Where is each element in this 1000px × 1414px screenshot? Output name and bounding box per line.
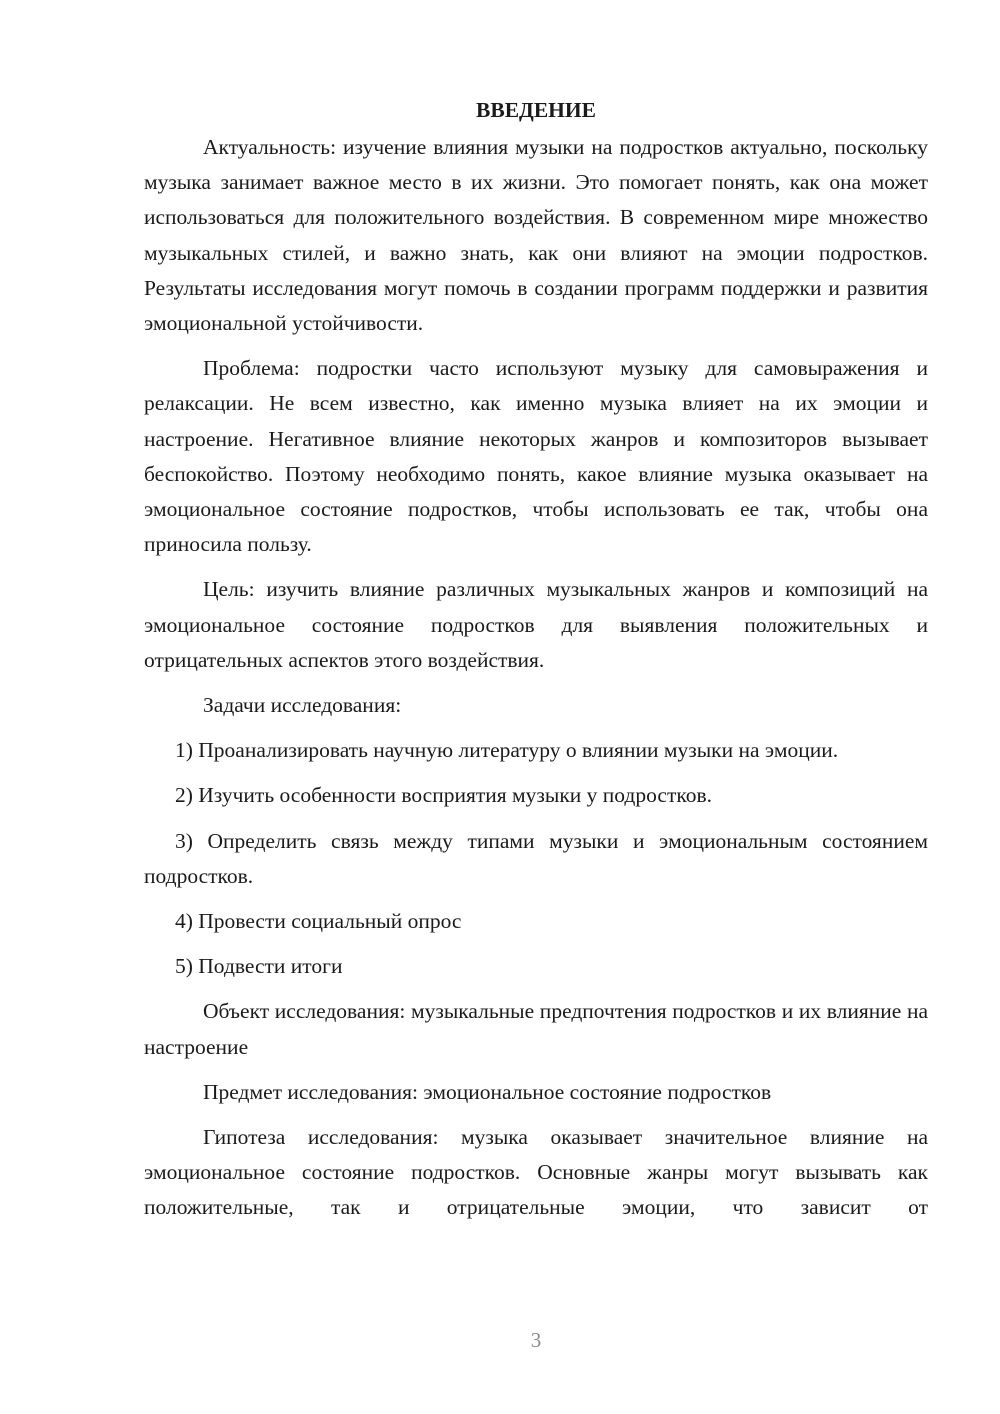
subject-paragraph: Предмет исследования: эмоциональное состояние подростков [203, 1079, 772, 1104]
page-title: ВВЕДЕНИЕ [476, 98, 596, 122]
relevance-paragraph: Актуальность: изучение влияния музыки на подростков актуально, поскольку музыка занимает важное место в их жизни. Это помогает понять, как она может использоваться для положительного воздействия. В современном мире множество музыкальных стилей, и важно знать, как они влияют на эмоции подростков. Результаты исследования могут помочь в создании программ поддержки и развития эмоциональной устойчивости. [144, 135, 928, 336]
task-item-5: 5) Подвести итоги [175, 954, 343, 979]
page-number: 3 [530, 1328, 542, 1352]
task-item-3: 3) Определить связь между типами музыки и эмоциональным состоянием подростков. [144, 828, 928, 888]
task-item-1: 1) Проанализировать научную литературу о влиянии музыки на эмоции. [175, 738, 839, 763]
goal-paragraph: Цель: изучить влияние различных музыкальных жанров и композиций на эмоциональное состояние подростков для выявления положительных и отрицательных аспектов этого воздействия. [144, 577, 928, 672]
object-paragraph: Объект исследования: музыкальные предпочтения подростков и их влияние на настроение [144, 999, 928, 1059]
task-item-4: 4) Провести социальный опрос [175, 909, 462, 934]
page-content [144, 92, 928, 1236]
tasks-heading: Задачи исследования: [203, 693, 402, 718]
task-item-2: 2) Изучить особенности восприятия музыки у подростков. [175, 783, 712, 808]
hypothesis-paragraph: Гипотеза исследования: музыка оказывает значительное влияние на эмоциональное состояние подростков. Основные жанры могут вызывать как положительные, так и отрицательные эмоции, что зависит от [144, 1125, 928, 1220]
problem-paragraph: Проблема: подростки часто используют музыку для самовыражения и релаксации. Не всем известно, как именно музыка влияет на их эмоции и настроение. Негативное влияние некоторых жанров и композиторов вызывает беспокойство. Поэтому необходимо понять, какое влияние музыка оказывает на эмоциональное состояние подростков, чтобы использовать ее так, чтобы она приносила пользу. [144, 356, 928, 557]
